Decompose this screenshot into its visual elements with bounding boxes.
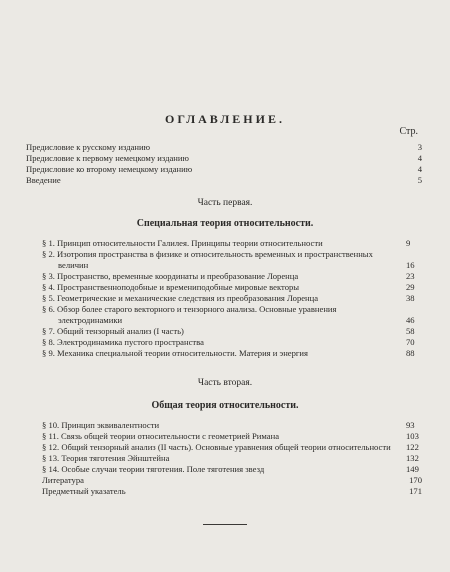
toc-entry-text: § 11. Связь общей теории относительности с геометрией Римана [42, 431, 280, 441]
toc-entry: § 5. Геометрические и механические следствия из преобразования Лоренца 38 [42, 293, 415, 303]
toc-entry-text: § 9. Механика специальной теории относительности. Материя и энергия [42, 348, 308, 358]
part2-title: Общая теория относительности. [151, 400, 299, 411]
part1-title: Специальная теория относительности. [136, 218, 314, 229]
toc-entry-text: § 8. Электродинамика пустого пространства [42, 337, 204, 347]
toc-entry-page: 170 [409, 475, 422, 485]
part1-list [26, 238, 422, 359]
page-column-label: Стр. [399, 126, 418, 137]
toc-entry-page: 4 [417, 164, 422, 174]
toc-entry: § 6. Обзор более старого векторного и тензорного анализа. Основные уравнения электродинамики 46 [42, 304, 415, 325]
toc-entry-page: 3 [417, 142, 422, 152]
part2-label: Часть вторая. [197, 378, 253, 388]
toc-entry: § 4. Пространственноподобные и времениподобные мировые векторы 29 [42, 282, 415, 292]
toc-entry [26, 486, 422, 497]
toc-entry [26, 175, 422, 186]
toc-entry-page: 171 [409, 486, 422, 496]
page-title: ОГЛАВЛЕНИЕ. [165, 112, 285, 126]
toc-entry: § 2. Изотропия пространства в физике и относительность временных и пространственных величин 16 [42, 249, 415, 270]
part2-list [26, 420, 422, 497]
toc-entry-text: § 7. Общий тензорный анализ (I часть) [42, 326, 184, 336]
toc-entry-text: § 6. Обзор более старого векторного и тензорного анализа. Основные уравнения электродинамики [42, 304, 337, 325]
toc-entry: § 13. Теория тяготения Эйнштейна 132 [42, 453, 419, 463]
toc-entry-text: § 3. Пространство, временные координаты и преобразование Лоренца [42, 271, 299, 281]
toc-entry: § 1. Принцип относительности Галилея. Принципы теории относительности 9 [42, 238, 411, 248]
toc-entry [26, 475, 422, 486]
toc-entry-text: Предметный указатель [42, 486, 126, 496]
toc-entry-text: § 1. Принцип относительности Галилея. Принципы теории относительности [42, 238, 323, 248]
toc-entry-page: 4 [417, 153, 422, 163]
toc-entry-page: 5 [417, 175, 422, 185]
toc-entry-text: § 12. Общий тензорный анализ (II часть). Основные уравнения общей теории относительности [42, 442, 391, 452]
toc-entry-text: Литература [42, 475, 84, 485]
toc-entry: § 9. Механика специальной теории относительности. Материя и энергия 88 [42, 348, 415, 358]
toc-entry [26, 142, 422, 153]
toc-entry-text: § 13. Теория тяготения Эйнштейна [42, 453, 170, 463]
toc-entry-text: Введение [26, 175, 61, 185]
toc-entry-text: § 4. Пространственноподобные и времениподобные мировые векторы [42, 282, 300, 292]
toc-entry: § 12. Общий тензорный анализ (II часть). Основные уравнения общей теории относительности 122 [42, 442, 419, 452]
toc-entry: § 14. Особые случаи теории тяготения. Поле тяготения звезд 149 [42, 464, 419, 474]
toc-entry: § 8. Электродинамика пустого пространства 70 [42, 337, 415, 347]
part1-label: Часть первая. [197, 198, 253, 208]
toc-entry: § 7. Общий тензорный анализ (I часть) 58 [42, 326, 415, 336]
toc-entry: § 11. Связь общей теории относительности с геометрией Римана 103 [42, 431, 419, 441]
toc-entry [26, 164, 422, 175]
closing-divider [203, 524, 247, 525]
toc-entry-text: § 10. Принцип эквивалентности [42, 420, 160, 430]
toc-entry-text: § 5. Геометрические и механические следствия из преобразования Лоренца [42, 293, 319, 303]
front-matter-list [26, 142, 422, 186]
toc-entry-text: Предисловие ко второму немецкому изданию [26, 164, 193, 174]
toc-entry: § 10. Принцип эквивалентности 93 [42, 420, 415, 430]
toc-entry-text: Предисловие к первому немецкому изданию [26, 153, 189, 163]
toc-entry [26, 153, 422, 164]
toc-entry-text: § 2. Изотропия пространства в физике и относительность временных и пространственных величин [42, 249, 373, 270]
toc-entry-text: § 14. Особые случаи теории тяготения. Поле тяготения звезд [42, 464, 265, 474]
toc-entry-text: Предисловие к русскому изданию [26, 142, 151, 152]
toc-entry: § 3. Пространство, временные координаты и преобразование Лоренца 23 [42, 271, 415, 281]
